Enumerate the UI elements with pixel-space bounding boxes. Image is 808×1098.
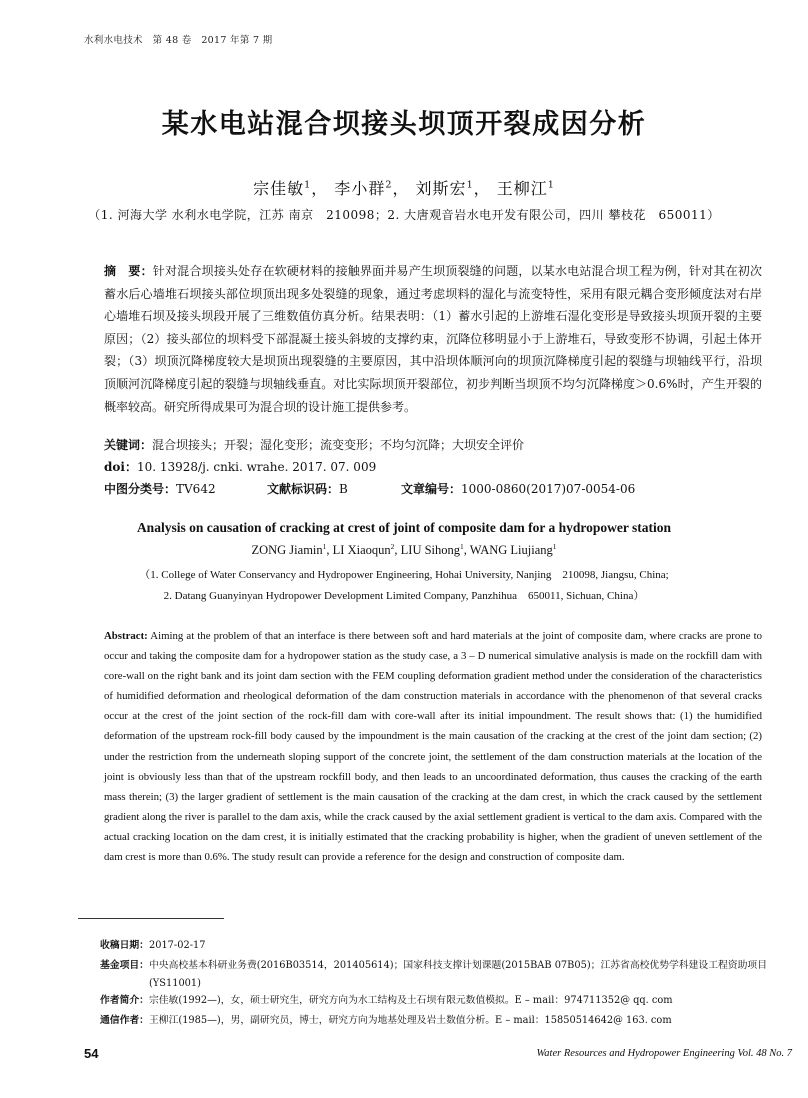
abstract-english — [104, 626, 762, 867]
received-label: 收稿日期： — [100, 940, 149, 951]
author-en: LI Xiaoqun$^2$, — [332, 541, 401, 557]
abstract-chinese — [104, 260, 762, 418]
running-header: 水利水电技术 第 48 卷 2017 年第 7 期 — [84, 35, 273, 46]
article-number-label: 文章编号： — [401, 482, 462, 496]
corresponding-text: 王柳江(1985—)，男，副研究员，博士，研究方向为地基处理及岩土数值分析。E – mail：15850514642@ 163. com — [148, 1015, 672, 1026]
author-cn: 宗佳敏$^1$， — [253, 179, 329, 198]
fund-text: 中央高校基本科研业务费(2016B03514，201405614)；国家科技支撑计划课题(2015BAB 07B05)；江苏省高校优势学科建设工程资助项目(YS11001) — [148, 960, 767, 989]
clc-label: 中图分类号： — [104, 482, 177, 496]
author-bio-text: 宗佳敏(1992—)，女，硕士研究生，研究方向为水工结构及土石坝有限元数值模拟。E – mail：974711352@ qq. com — [148, 995, 673, 1006]
classification-line — [104, 478, 762, 501]
author-en: WANG Liujiang$^1$ — [469, 541, 557, 557]
received-date: 2017-02-17 — [148, 940, 206, 951]
author-cn: 李小群$^2$， — [334, 179, 410, 198]
article-number-value: 1000-0860(2017)07-0054-06 — [461, 482, 636, 496]
title-english: Analysis on causation of cracking at crest of joint of composite dam for a hydropower station — [136, 520, 672, 535]
abstract-text: 针对混合坝接头处存在软硬材料的接触界面并易产生坝顶裂缝的问题，以某水电站混合坝工程为例，针对其在初次蓄水后心墙堆石坝接头部位坝顶出现多处裂缝的现象，通过考虑坝料的湿化与流变特性，采用有限元耦合变形倾度法对右岸心墙堆石坝及接头坝段开展了三维数值仿真分析。结果表明：（1）蓄水引起的上游堆石湿化变形是导致接头坝顶开裂的主要原因；（2）接头部位的坝料受下部混凝土接头斜坡的支撑约束，沉降位移明显小于上游堆石，导致变形不协调，引起土体开裂；（3）坝顶沉降梯度较大是坝顶出现裂缝的主要原因，其中沿坝体顺河向的坝顶沉降梯度引起的裂缝与坝轴线平行，沿坝顶顺河沉降梯度引起的裂缝与坝轴线垂直。对比实际坝顶开裂部位，初步判断当坝顶不均匀沉降梯度＞0.6%时，产生开裂的概率较高。研究所得成果可为混合坝的设计施工提供参考。 — [104, 264, 762, 414]
abstract-label: 摘 要： — [104, 264, 153, 278]
affiliation-chinese: （1. 河海大学 水利水电学院，江苏 南京 210098；2. 大唐观音岩水电开发有限公司，四川 攀枝花 650011） — [88, 208, 720, 222]
clc-value: TV642 — [176, 482, 216, 496]
author-en: ZONG Jiamin$^1$, — [251, 541, 333, 557]
abstract-en-text: Aiming at the problem of that an interface is there between soft and hard materials at the joint of composite dam, where cracks are prone to occur and taking the composite dam for a hydropower station as the study case, a 3 – D numerical simulative analysis is made on the rockfill dam with core-wall on the right bank and its joint dam section with the FEM coupling deformation gradient method under the consideration of the characteristics of humidified deformation and rheological deformation of the dam construction materials in accordance with the phenomenon of that several cracks occur at the crest of the joint section of the rock-fill dam with core-wall after its initial impoundment. The result shows that: (1) the humidified deformation of the upstream rock-fill body caused by the impoundment is the main causation of the cracking at the crest of the joint dam section; (2) under the restriction from the underneath sloping support of the concrete joint, the settlement of the dam construction materials at the location of the joint is obviously less than that of the upstream rockfill body, and then leads to an uncoordinated deformation, thus causes the cracking of the earth mass therein; (3) the larger gradient of settlement is the main causation of the cracking at the dam crest, in which the crack caused by the settlement gradient along the river is parallel to the dam axis, while the crack caused by the axial settlement gradient is vertical to the dam axis. Compared with the actual cracking location on the dam crest, it is initially estimated that the cracking probability is higher, when the gradient of uneven settlement of the dam crest is more than 0.6%. The study result can provide a reference for the design and construction of composite dam. — [104, 630, 762, 864]
doi-label: doi： — [104, 460, 137, 474]
footnote-fund — [100, 957, 790, 992]
affiliation-english-line-1: （1. College of Water Conservancy and Hydropower Engineering, Hohai University, Nanjing 210098, Jiangsu, China; — [139, 569, 669, 581]
authors-chinese — [0, 176, 808, 199]
keywords-text: 混合坝接头；开裂；湿化变形；流变变形；不均匀沉降；大坝安全评价 — [152, 438, 525, 452]
running-footer: Water Resources and Hydropower Engineering Vol. 48 No. 7 — [536, 1048, 792, 1059]
doc-code-label: 文献标识码： — [267, 482, 340, 496]
footnote-divider — [78, 918, 224, 919]
title-chinese: 某水电站混合坝接头坝顶开裂成因分析 — [161, 109, 647, 140]
author-bio-label: 作者简介： — [100, 995, 149, 1006]
keywords-label: 关键词： — [104, 438, 153, 452]
footnote-corresponding — [100, 1012, 790, 1030]
affiliation-english-line-2: 2. Datang Guanyinyan Hydropower Development Limited Company, Panzhihua 650011, Sichuan, China） — [163, 590, 645, 602]
doi-value[interactable]: 10. 13928/j. cnki. wrahe. 2017. 07. 009 — [136, 460, 377, 474]
author-cn: 刘斯宏$^1$， — [415, 179, 491, 198]
keywords-chinese — [104, 434, 762, 457]
footnote-received — [100, 937, 790, 955]
abstract-en-label: Abstract: — [104, 630, 148, 642]
authors-english — [0, 543, 808, 558]
doi-line — [104, 456, 762, 479]
fund-label: 基金项目： — [100, 960, 149, 971]
corresponding-label: 通信作者： — [100, 1015, 149, 1026]
doc-code-value: B — [339, 482, 348, 496]
footnote-author — [100, 992, 790, 1010]
page-number: 54 — [84, 1046, 99, 1061]
author-cn: 王柳江$^1$ — [496, 179, 555, 198]
author-en: LIU Sihong$^1$, — [400, 541, 470, 557]
